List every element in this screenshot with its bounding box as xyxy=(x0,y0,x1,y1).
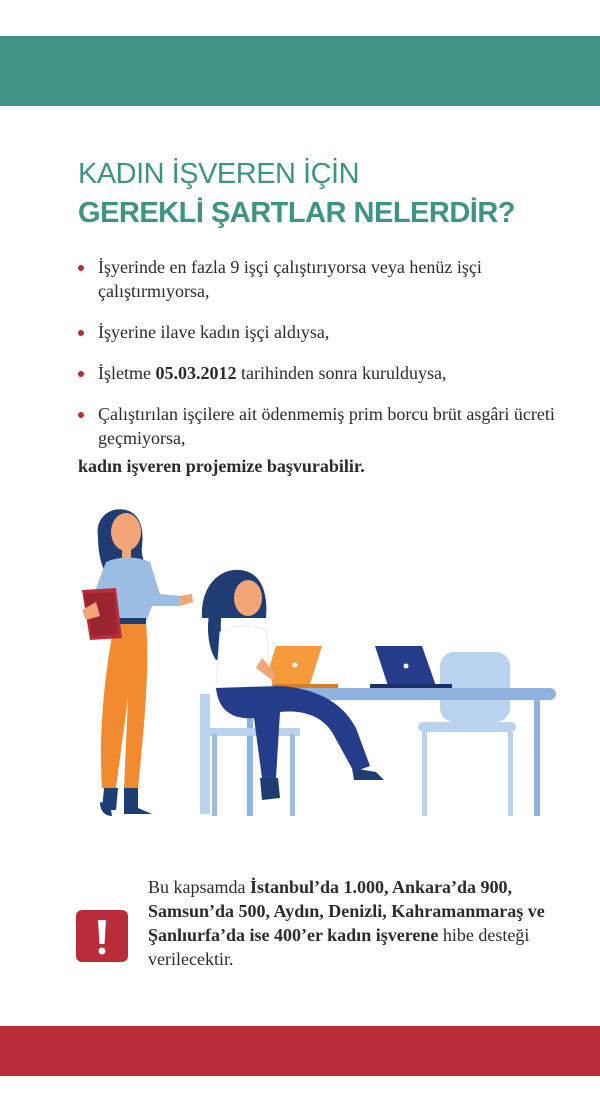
list-item-text: İşyerinde en fazla 9 işçi çalıştırıyorsa veya henüz işçi çalıştırmıyorsa, xyxy=(98,257,482,301)
standing-woman-figure xyxy=(82,509,193,816)
bullet-dot-icon xyxy=(78,330,84,336)
grant-note xyxy=(148,875,548,971)
list-item-text-post: tarihinden sonra kurulduysa, xyxy=(236,363,447,383)
requirements-list xyxy=(78,255,558,467)
note-text-intro: Bu kapsamda xyxy=(148,877,250,897)
office-illustration xyxy=(40,498,570,828)
title-line-1: KADIN İŞVEREN İÇİN xyxy=(78,158,360,190)
exclamation-glyph-icon xyxy=(76,910,128,962)
bullet-dot-icon xyxy=(78,412,84,418)
list-item-text-pre: İşletme xyxy=(98,363,156,383)
bullet-dot-icon xyxy=(78,371,84,377)
top-color-band xyxy=(0,36,600,106)
list-item xyxy=(78,402,558,450)
note-text-cities: İstanbul’da 1.000, Ankara’da 900, Samsun’da 500, Aydın, Denizli, Kahramanmaraş ve Şanlıurfa’da ise 400’er kadın işverene xyxy=(148,877,545,945)
list-item xyxy=(78,255,558,303)
list-item-date: 05.03.2012 xyxy=(155,363,237,383)
exclamation-icon xyxy=(76,910,128,962)
list-item-text: İşyerine ilave kadın işçi aldıysa, xyxy=(98,322,330,342)
bullet-dot-icon xyxy=(78,265,84,271)
list-item xyxy=(78,361,558,385)
closing-statement: kadın işveren projemize başvurabilir. xyxy=(78,456,365,476)
list-item xyxy=(78,320,558,344)
list-item-text: Çalıştırılan işçilere ait ödenmemiş prim borcu brüt asgâri ücreti geçmiyorsa, xyxy=(98,404,555,448)
note-text-outro: hibe desteği verilecektir. xyxy=(148,925,530,969)
title-line-2: GEREKLİ ŞARTLAR NELERDİR? xyxy=(78,197,515,229)
bottom-color-band xyxy=(0,1026,600,1076)
